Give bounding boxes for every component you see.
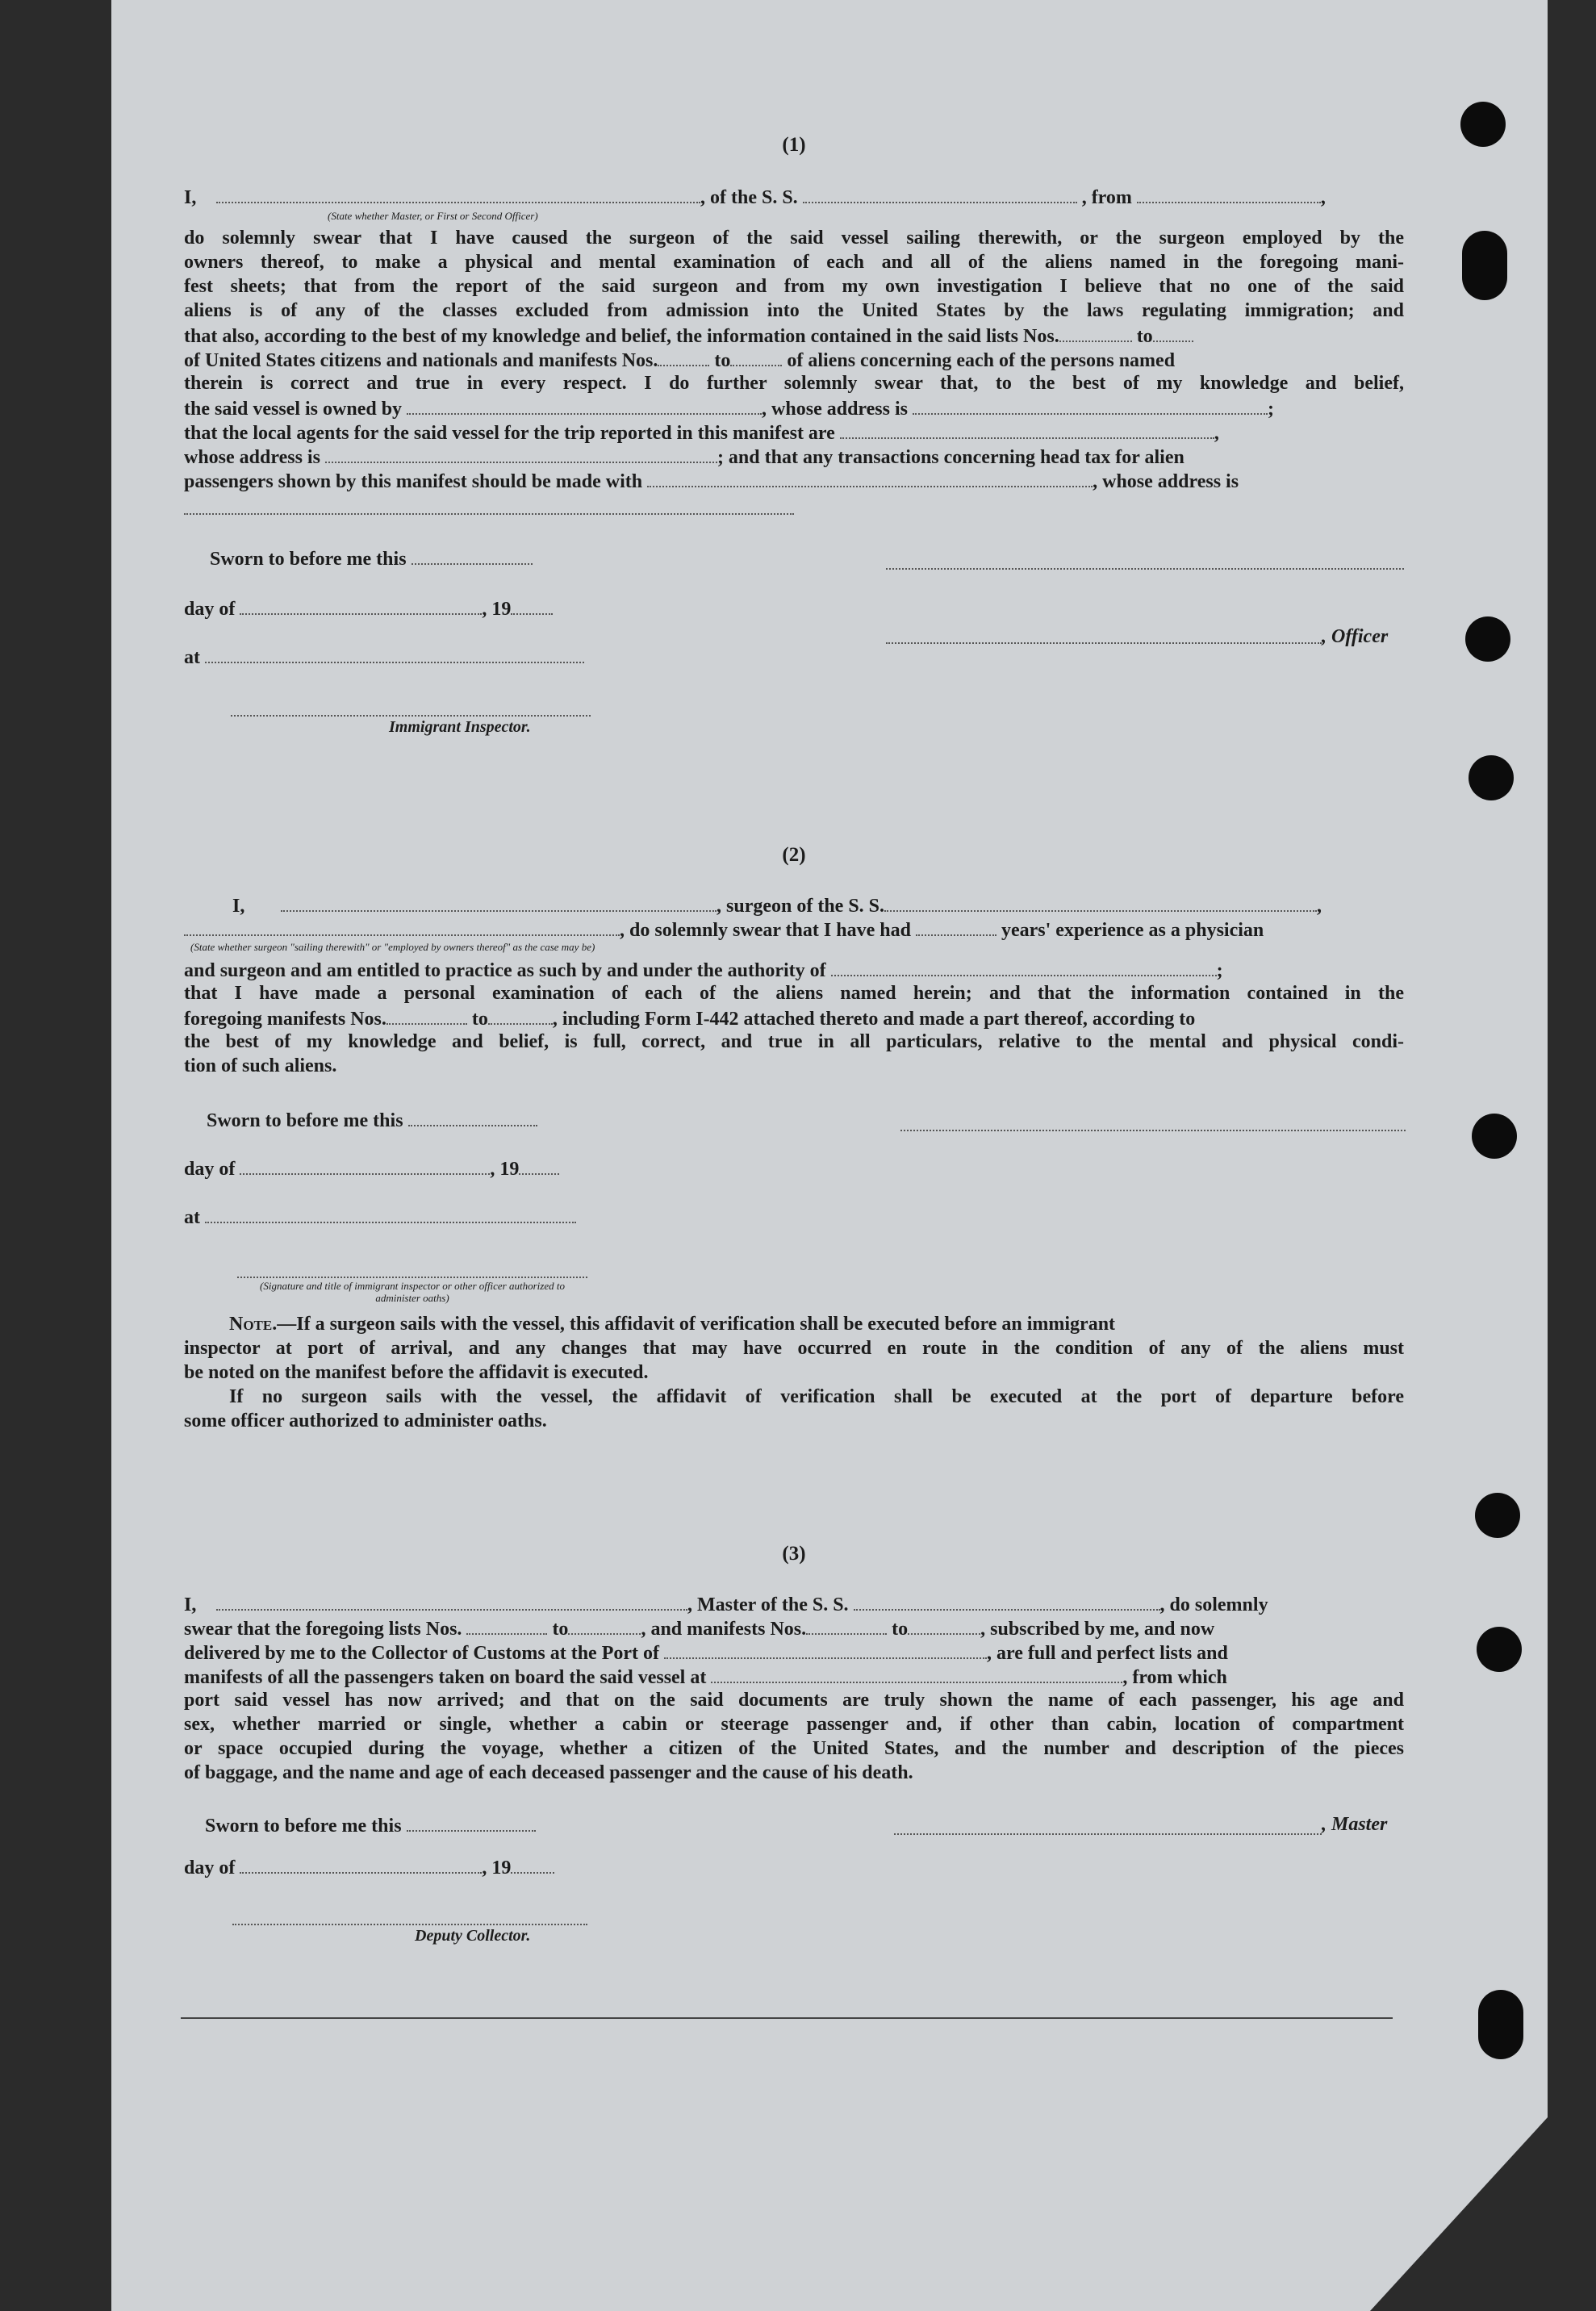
signature-caption: (Signature and title of immigrant inspector or other officer authorized to administer oaths) (260, 1280, 565, 1304)
text-line: swear that the foregoing lists Nos. to , and manifests Nos. to , subscribed by me, and now (184, 1615, 1404, 1640)
punch-hole (1478, 1990, 1523, 2059)
text-line: that I have made a personal examination of each of the aliens named herein; and that the information contained in the (184, 983, 1404, 1004)
surgeon-signature-field[interactable] (900, 1128, 1406, 1131)
year-field[interactable] (511, 596, 553, 615)
year-field[interactable] (519, 1156, 559, 1175)
list-no-field[interactable] (568, 1615, 641, 1635)
years-field[interactable] (916, 917, 996, 936)
sworn-label: Sworn to before me this (210, 545, 533, 570)
text-line: tion of such aliens. (184, 1055, 337, 1076)
text-line: do solemnly swear that I have caused the surgeon of the said vessel sailing therewith, or the surgeon employed by the (184, 228, 1404, 249)
manifest-no-field[interactable] (908, 1615, 980, 1635)
section-number: (2) (782, 844, 806, 866)
text-line: whose address is ; and that any transactions concerning head tax for alien (184, 444, 1404, 468)
section-2-surgeon-affidavit (184, 844, 1404, 1457)
text-line: delivered by me to the Collector of Customs at the Port of , are full and perfect lists and (184, 1640, 1404, 1664)
field-caption: (State whether surgeon "sailing therewith" or "employed by owners thereof" as the case may be) (190, 941, 595, 953)
folded-corner (1370, 2117, 1548, 2311)
text-line: sex, whether married or single, whether a cabin or steerage passenger and, if other than cabin, location of compartment (184, 1714, 1404, 1735)
text-line: , do solemnly swear that I have had years' experience as a physician (184, 917, 1404, 941)
day-of-label: day of , 19 (184, 596, 553, 620)
section-3-master-oath (184, 1543, 1404, 1962)
port-field[interactable] (664, 1640, 987, 1659)
month-field[interactable] (240, 596, 482, 615)
text-line: owners thereof, to make a physical and mental examination of each and all of the aliens named in the foregoing mani- (184, 252, 1404, 273)
text-line: of United States citizens and nationals and manifests Nos. to of aliens concerning each of the persons named (184, 347, 1404, 371)
date-field[interactable] (407, 1812, 536, 1832)
note-label: Note. (229, 1314, 278, 1335)
punch-hole (1460, 102, 1506, 147)
year-field[interactable] (511, 1854, 554, 1874)
text-line: the best of my knowledge and belief, is full, correct, and true in all particulars, relative to the mental and physical condi- (184, 1031, 1404, 1052)
punch-hole (1475, 1493, 1520, 1538)
authority-field[interactable] (831, 957, 1217, 976)
name-field[interactable] (216, 184, 700, 203)
punch-hole (1462, 231, 1507, 300)
vessel-field[interactable] (884, 892, 1317, 912)
punch-hole (1477, 1627, 1522, 1672)
head-tax-contact-field[interactable] (647, 468, 1093, 487)
officer-label: , Officer (1322, 626, 1389, 647)
date-field[interactable] (408, 1107, 537, 1126)
at-label: at (184, 644, 584, 668)
surgeon-line: I, , surgeon of the S. S. , (184, 892, 1404, 917)
at-label: at (184, 1204, 576, 1228)
list-no-field[interactable] (1153, 323, 1193, 342)
owner-field[interactable] (407, 395, 762, 415)
note-line: be noted on the manifest before the affidavit is executed. (184, 1362, 649, 1383)
text-line: the said vessel is owned by , whose address is ; (184, 395, 1404, 420)
date-field[interactable] (412, 545, 533, 565)
vessel-field[interactable] (803, 184, 1077, 203)
month-field[interactable] (240, 1854, 482, 1874)
master-signature-field[interactable] (894, 1832, 1322, 1835)
text-line: fest sheets; that from the report of the said surgeon and from my own investigation I believe that no one of the said (184, 276, 1404, 297)
text-line: that also, according to the best of my knowledge and belief, the information contained in the said lists Nos. to (184, 323, 1404, 347)
owner-address-field[interactable] (913, 395, 1268, 415)
text-line: passengers shown by this manifest should be made with , whose address is (184, 468, 1404, 492)
section-number: (1) (782, 134, 806, 156)
manifest-no-field[interactable] (386, 1005, 467, 1025)
punch-hole (1472, 1114, 1517, 1159)
month-field[interactable] (240, 1156, 490, 1175)
list-no-field[interactable] (466, 1615, 547, 1635)
affiant-line: I, , of the S. S. , from , (184, 184, 1404, 208)
note-line: If no surgeon sails with the vessel, the affidavit of verification shall be executed at the port of departure before (229, 1386, 1404, 1407)
master-label: , Master (1322, 1814, 1388, 1835)
bottom-rule (181, 2017, 1393, 2019)
vessel-field[interactable] (854, 1591, 1160, 1611)
address-field[interactable] (184, 512, 794, 515)
surgeon-status-field[interactable] (184, 917, 620, 936)
text-line: port said vessel has now arrived; and that on the said documents are truly shown the name of each passenger, his age and (184, 1690, 1404, 1711)
sworn-label: Sworn to before me this (207, 1107, 537, 1131)
text-line: manifests of all the passengers taken on board the said vessel at , from which (184, 1664, 1404, 1688)
surgeon-name-field[interactable] (281, 892, 717, 912)
note-line: Note.—If a surgeon sails with the vessel, this affidavit of verification shall be executed before an immigrant (229, 1314, 1116, 1335)
departure-port-field[interactable] (711, 1664, 1122, 1683)
from-field[interactable] (1137, 184, 1321, 203)
collector-signature-field[interactable] (232, 1922, 587, 1925)
punch-hole (1469, 755, 1514, 800)
day-of-label: day of , 19 (184, 1854, 554, 1878)
note-line: inspector at port of arrival, and any changes that may have occurred en route in the condition of any of the aliens must (184, 1338, 1404, 1359)
inspector-signature-field[interactable] (231, 713, 591, 717)
officer-name-field[interactable] (886, 641, 1322, 644)
master-name-field[interactable] (216, 1591, 687, 1611)
master-line: I, , Master of the S. S. , do solemnly (184, 1591, 1404, 1615)
text-line: that the local agents for the said vessel for the trip reported in this manifest are , (184, 420, 1404, 444)
agents-address-field[interactable] (325, 444, 717, 463)
section-number: (3) (782, 1543, 806, 1565)
text-line: or space occupied during the voyage, whether a citizen of the United States, and the number and description of the pieces (184, 1738, 1404, 1759)
place-field[interactable] (205, 1204, 576, 1223)
field-caption: (State whether Master, or First or Second Officer) (328, 210, 538, 222)
section-1-master-affidavit (184, 134, 1404, 747)
list-no-field[interactable] (1059, 323, 1132, 342)
text-line: foregoing manifests Nos. to , including Form I-442 attached thereto and made a part thereof, according to (184, 1005, 1404, 1030)
inspector-caption: Immigrant Inspector. (389, 718, 531, 736)
text-line: aliens is of any of the classes excluded from admission into the United States by the laws regulating immigration; and (184, 300, 1404, 321)
text-line: of baggage, and the name and age of each deceased passenger and the cause of his death. (184, 1762, 913, 1783)
punch-hole (1465, 616, 1510, 662)
text-line: and surgeon and am entitled to practice as such by and under the authority of ; (184, 957, 1404, 981)
place-field[interactable] (205, 644, 584, 663)
note-line: some officer authorized to administer oaths. (184, 1410, 547, 1431)
text-line: therein is correct and true in every respect. I do further solemnly swear that, to the best of my knowledge and belief, (184, 373, 1404, 394)
day-of-label: day of , 19 (184, 1156, 559, 1180)
manifest-no-field[interactable] (488, 1005, 553, 1025)
manifest-no-field[interactable] (730, 347, 782, 366)
agents-field[interactable] (840, 420, 1214, 439)
manifest-no-field[interactable] (806, 1615, 887, 1635)
officer-signature-field[interactable] (886, 566, 1404, 570)
manifest-no-field[interactable] (658, 347, 709, 366)
sworn-label: Sworn to before me this (205, 1812, 536, 1837)
inspector-signature-field[interactable] (237, 1275, 587, 1278)
collector-caption: Deputy Collector. (415, 1927, 531, 1945)
